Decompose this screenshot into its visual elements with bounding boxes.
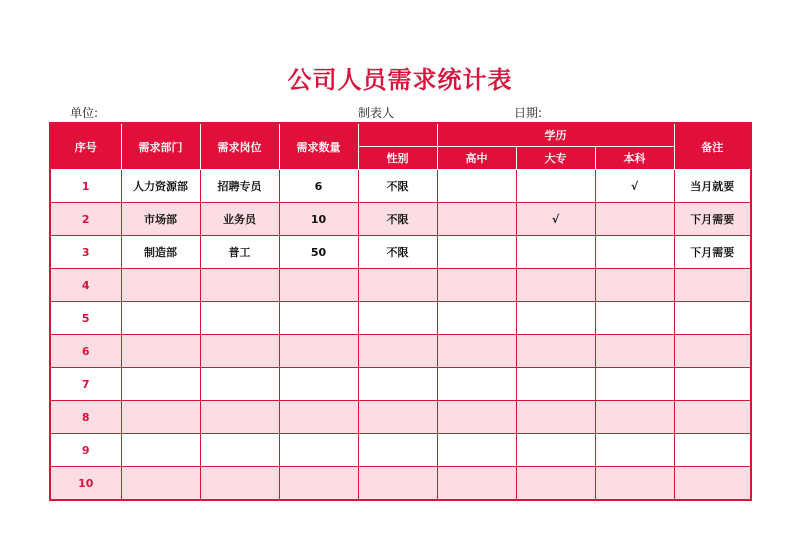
cell-college xyxy=(516,335,595,368)
cell-college xyxy=(516,236,595,269)
cell-position: 招聘专员 xyxy=(200,170,279,203)
cell-seq: 9 xyxy=(50,434,121,467)
cell-position xyxy=(200,401,279,434)
cell-bachelor: √ xyxy=(595,170,674,203)
unit-label: 单位: xyxy=(70,106,99,120)
cell-dept xyxy=(121,335,200,368)
cell-count xyxy=(279,434,358,467)
cell-gender xyxy=(358,335,437,368)
cell-gender xyxy=(358,467,437,501)
cell-seq: 6 xyxy=(50,335,121,368)
cell-gender: 不限 xyxy=(358,170,437,203)
cell-dept xyxy=(121,368,200,401)
cell-remark xyxy=(674,401,751,434)
cell-dept xyxy=(121,302,200,335)
cell-count xyxy=(279,269,358,302)
cell-high-school xyxy=(437,236,516,269)
cell-count: 50 xyxy=(279,236,358,269)
table-row xyxy=(50,368,751,401)
cell-gender xyxy=(358,269,437,302)
cell-high-school xyxy=(437,368,516,401)
cell-dept xyxy=(121,269,200,302)
cell-high-school xyxy=(437,302,516,335)
cell-count xyxy=(279,368,358,401)
header-education: 学历 xyxy=(437,123,674,147)
cell-gender: 不限 xyxy=(358,203,437,236)
header-position: 需求岗位 xyxy=(200,123,279,170)
header-count: 需求数量 xyxy=(279,123,358,170)
table-row xyxy=(50,236,751,269)
cell-high-school xyxy=(437,434,516,467)
cell-remark: 下月需要 xyxy=(674,236,751,269)
cell-high-school xyxy=(437,467,516,501)
cell-dept: 制造部 xyxy=(121,236,200,269)
cell-college xyxy=(516,368,595,401)
date-label: 日期: xyxy=(514,106,543,120)
cell-count: 10 xyxy=(279,203,358,236)
cell-bachelor xyxy=(595,236,674,269)
header-high-school: 高中 xyxy=(437,147,516,170)
cell-count xyxy=(279,335,358,368)
cell-position xyxy=(200,434,279,467)
cell-seq: 7 xyxy=(50,368,121,401)
cell-dept xyxy=(121,401,200,434)
cell-remark: 当月就要 xyxy=(674,170,751,203)
cell-position xyxy=(200,335,279,368)
cell-position: 业务员 xyxy=(200,203,279,236)
cell-count: 6 xyxy=(279,170,358,203)
table-row xyxy=(50,467,751,501)
cell-remark xyxy=(674,434,751,467)
cell-remark xyxy=(674,302,751,335)
cell-dept xyxy=(121,434,200,467)
cell-bachelor xyxy=(595,335,674,368)
cell-seq: 5 xyxy=(50,302,121,335)
header-gender: 性别 xyxy=(358,147,437,170)
cell-dept xyxy=(121,467,200,501)
table-row xyxy=(50,302,751,335)
cell-remark xyxy=(674,368,751,401)
cell-bachelor xyxy=(595,368,674,401)
cell-high-school xyxy=(437,203,516,236)
header-bachelor: 本科 xyxy=(595,147,674,170)
header-seq: 序号 xyxy=(50,123,121,170)
cell-bachelor xyxy=(595,302,674,335)
cell-college xyxy=(516,269,595,302)
cell-count xyxy=(279,467,358,501)
table-row xyxy=(50,203,751,236)
cell-remark xyxy=(674,269,751,302)
cell-college xyxy=(516,434,595,467)
cell-gender: 不限 xyxy=(358,236,437,269)
header-dept: 需求部门 xyxy=(121,123,200,170)
cell-count xyxy=(279,302,358,335)
cell-seq: 10 xyxy=(50,467,121,501)
cell-count xyxy=(279,401,358,434)
cell-position xyxy=(200,368,279,401)
cell-gender xyxy=(358,368,437,401)
cell-gender xyxy=(358,401,437,434)
page-title: 公司人员需求统计表 xyxy=(287,66,513,94)
cell-gender xyxy=(358,302,437,335)
cell-bachelor xyxy=(595,269,674,302)
cell-high-school xyxy=(437,335,516,368)
table-row xyxy=(50,401,751,434)
cell-position xyxy=(200,269,279,302)
cell-bachelor xyxy=(595,467,674,501)
header-college: 大专 xyxy=(516,147,595,170)
cell-seq: 1 xyxy=(50,170,121,203)
header-blank xyxy=(358,123,437,147)
cell-bachelor xyxy=(595,401,674,434)
cell-position: 普工 xyxy=(200,236,279,269)
cell-college xyxy=(516,302,595,335)
cell-college xyxy=(516,401,595,434)
cell-dept: 人力资源部 xyxy=(121,170,200,203)
cell-gender xyxy=(358,434,437,467)
cell-seq: 3 xyxy=(50,236,121,269)
cell-bachelor xyxy=(595,203,674,236)
cell-remark: 下月需要 xyxy=(674,203,751,236)
table-row xyxy=(50,434,751,467)
demand-table xyxy=(49,122,752,501)
maker-label: 制表人 xyxy=(358,106,395,120)
cell-position xyxy=(200,467,279,501)
header-remark: 备注 xyxy=(674,123,751,170)
cell-seq: 8 xyxy=(50,401,121,434)
cell-bachelor xyxy=(595,434,674,467)
cell-position xyxy=(200,302,279,335)
cell-high-school xyxy=(437,401,516,434)
cell-high-school xyxy=(437,170,516,203)
cell-dept: 市场部 xyxy=(121,203,200,236)
cell-remark xyxy=(674,335,751,368)
table-row xyxy=(50,335,751,368)
cell-high-school xyxy=(437,269,516,302)
cell-college xyxy=(516,170,595,203)
cell-seq: 4 xyxy=(50,269,121,302)
cell-college xyxy=(516,467,595,501)
table-row xyxy=(50,170,751,203)
cell-remark xyxy=(674,467,751,501)
cell-seq: 2 xyxy=(50,203,121,236)
cell-college: √ xyxy=(516,203,595,236)
table-row xyxy=(50,269,751,302)
